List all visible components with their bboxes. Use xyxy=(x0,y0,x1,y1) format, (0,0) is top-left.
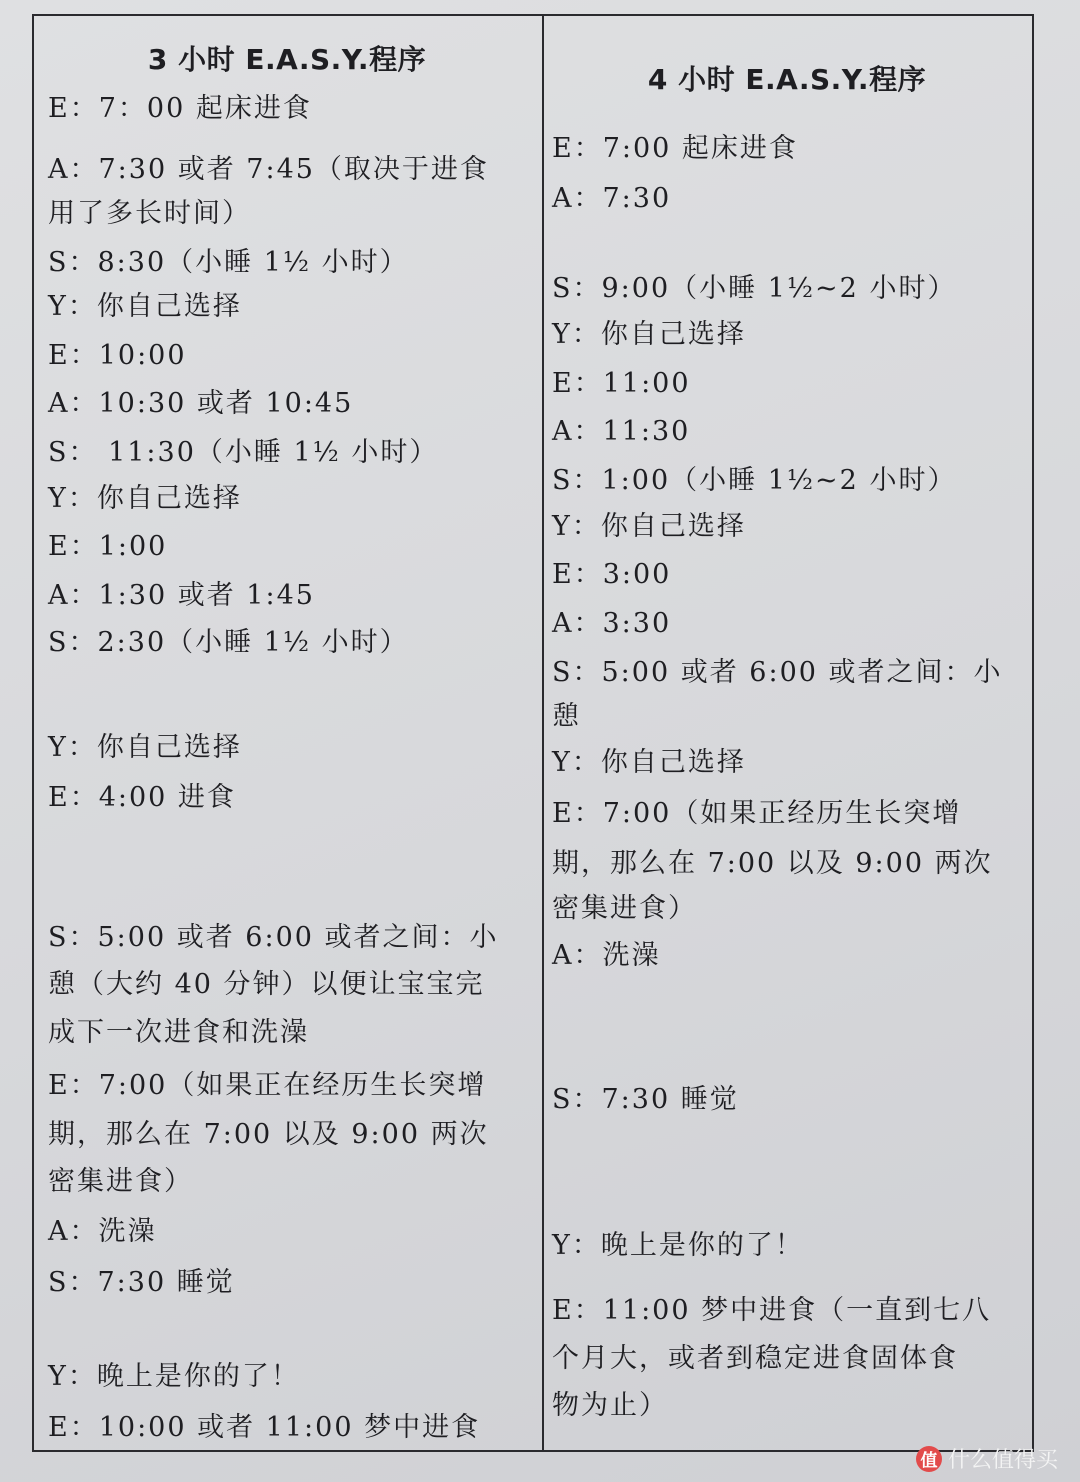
schedule-line: E：7：00 起床进食 xyxy=(48,93,312,124)
schedule-line: A：洗澡 xyxy=(48,1216,157,1247)
zhi-logo-icon: 值 xyxy=(916,1446,942,1472)
watermark-text: 什么值得买 xyxy=(947,1448,1058,1473)
schedule-line: Y：你自己选择 xyxy=(552,511,746,542)
schedule-line: S： 11:30（小睡 1½ 小时） xyxy=(48,437,439,468)
schedule-line: 密集进食） xyxy=(48,1166,193,1197)
schedule-line: S：5:00 或者 6:00 或者之间：小 xyxy=(552,657,1003,688)
three-hour-column xyxy=(34,16,540,1450)
schedule-line: 个月大，或者到稳定进食固体食 xyxy=(552,1343,958,1374)
schedule-line: E：7:00（如果正经历生长突增 xyxy=(552,798,962,829)
schedule-line: Y：你自己选择 xyxy=(552,747,746,778)
schedule-line: A：11:30 xyxy=(552,416,691,447)
schedule-line: Y：你自己选择 xyxy=(48,483,242,514)
schedule-line: S：5:00 或者 6:00 或者之间：小 xyxy=(48,922,499,953)
schedule-line: S：1:00（小睡 1½~2 小时） xyxy=(552,465,957,496)
schedule-line: A：3:30 xyxy=(552,608,672,639)
four-hour-title: 4 小时 E.A.S.Y.程序 xyxy=(647,63,927,96)
schedule-line: 用了多长时间） xyxy=(48,198,251,229)
schedule-line: A：洗澡 xyxy=(552,940,661,971)
site-watermark xyxy=(916,1443,1058,1474)
schedule-line: S：7:30 睡觉 xyxy=(48,1267,235,1298)
schedule-line: Y：晚上是你的了！ xyxy=(552,1230,804,1261)
schedule-line: 期，那么在 7:00 以及 9:00 两次 xyxy=(552,848,993,879)
schedule-line: Y：你自己选择 xyxy=(552,319,746,350)
three-hour-title: 3 小时 E.A.S.Y.程序 xyxy=(147,43,427,76)
schedule-line: S：2:30（小睡 1½ 小时） xyxy=(48,627,409,658)
schedule-line: Y：你自己选择 xyxy=(48,732,242,763)
four-hour-column xyxy=(544,16,1030,1450)
schedule-line: 憩（大约 40 分钟）以便让宝宝完 xyxy=(48,969,485,1000)
schedule-line: E：10:00 或者 11:00 梦中进食 xyxy=(48,1412,481,1443)
schedule-line: S：9:00（小睡 1½~2 小时） xyxy=(552,273,957,304)
schedule-line: Y：晚上是你的了！ xyxy=(48,1361,300,1392)
schedule-line: E：11:00 xyxy=(552,368,691,399)
schedule-line: Y：你自己选择 xyxy=(48,291,242,322)
schedule-line: E：3:00 xyxy=(552,559,672,590)
schedule-line: 憩 xyxy=(552,701,581,732)
schedule-line: A：1:30 或者 1:45 xyxy=(48,580,315,611)
schedule-line: 物为止） xyxy=(552,1390,668,1421)
schedule-line: A：7:30 xyxy=(552,183,672,214)
schedule-line: E：1:00 xyxy=(48,531,168,562)
schedule-line: E：11:00 梦中进食（一直到七八 xyxy=(552,1295,992,1326)
schedule-line: S：7:30 睡觉 xyxy=(552,1084,739,1115)
schedule-line: S：8:30（小睡 1½ 小时） xyxy=(48,247,409,278)
schedule-line: E：7:00（如果正在经历生长突增 xyxy=(48,1070,487,1101)
schedule-line: E：4:00 进食 xyxy=(48,782,236,813)
schedule-table xyxy=(32,14,1034,1452)
schedule-line: 成下一次进食和洗澡 xyxy=(48,1017,309,1048)
schedule-line: E：7:00 起床进食 xyxy=(552,133,798,164)
schedule-line: 期，那么在 7:00 以及 9:00 两次 xyxy=(48,1119,489,1150)
schedule-line: E：10:00 xyxy=(48,340,187,371)
schedule-line: A：7:30 或者 7:45（取决于进食 xyxy=(48,154,489,185)
schedule-line: 密集进食） xyxy=(552,893,697,924)
schedule-line: A：10:30 或者 10:45 xyxy=(48,388,354,419)
